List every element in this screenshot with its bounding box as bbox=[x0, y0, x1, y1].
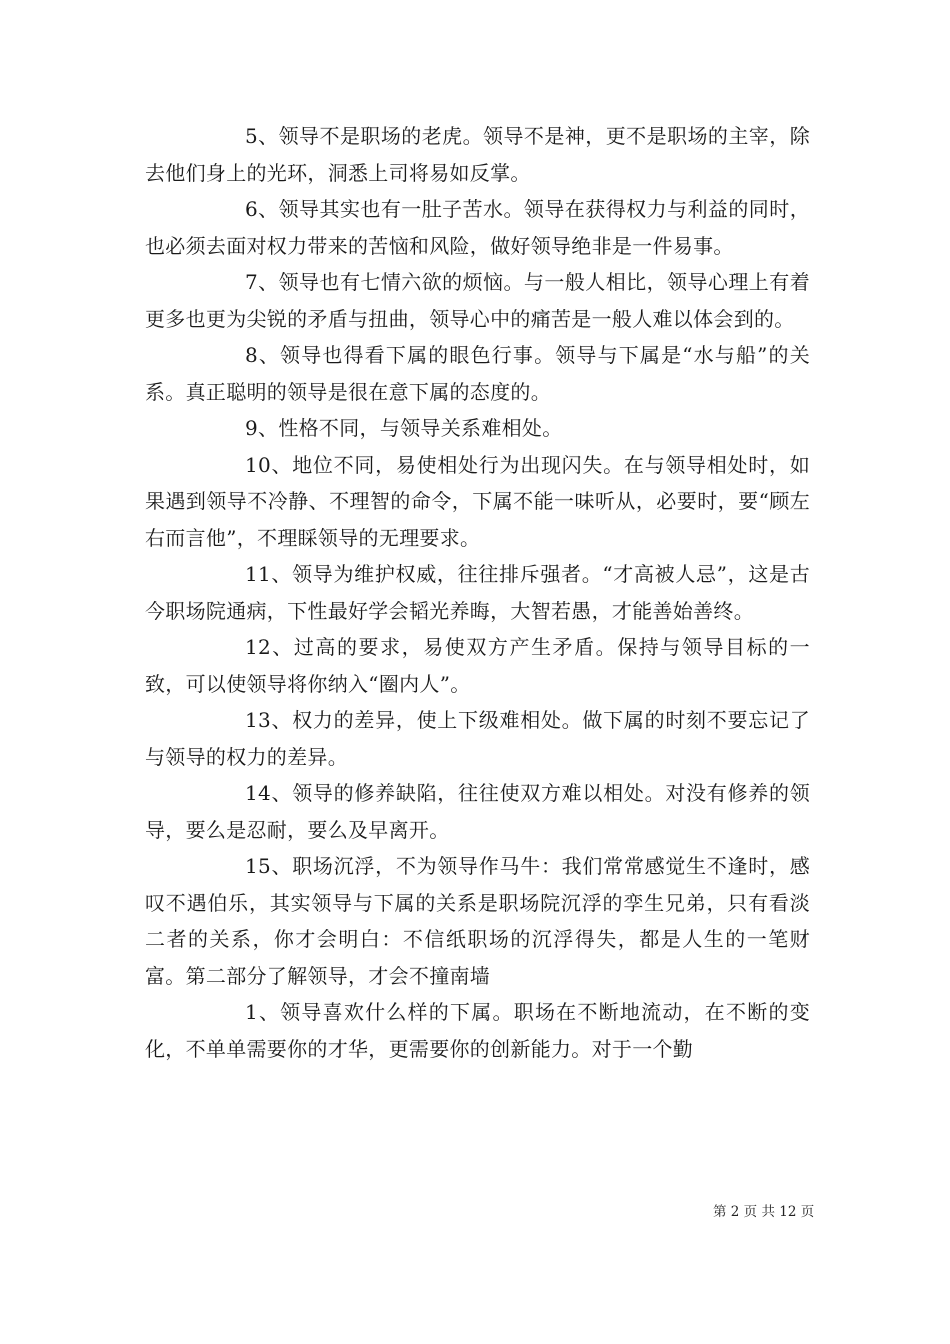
paragraph-part2-1: 1、领导喜欢什么样的下属。职场在不断地流动，在不断的变化，不单单需要你的才华，更需要你的创新能力。对于一个勤 bbox=[145, 1000, 810, 1061]
paragraph-7: 7、领导也有七情六欲的烦恼。与一般人相比，领导心理上有着更多也更为尖锐的矛盾与扭曲，领导心中的痛苦是一般人难以体会到的。 bbox=[145, 270, 810, 331]
paragraph-10: 10、地位不同，易使相处行为出现闪失。在与领导相处时，如果遇到领导不冷静、不理智的命令，下属不能一味听从，必要时，要“顾左右而言他”，不理睬领导的无理要求。 bbox=[145, 452, 810, 550]
paragraph-6: 6、领导其实也有一肚子苦水。领导在获得权力与利益的同时，也必须去面对权力带来的苦恼和风险，做好领导绝非是一件易事。 bbox=[145, 197, 810, 258]
paragraph-15: 15、职场沉浮，不为领导作马牛：我们常常感觉生不逢时，感叹不遇伯乐，其实领导与下属的关系是职场院沉浮的孪生兄弟，只有看淡二者的关系，你才会明白：不信纸职场的沉浮得失，都是人生的一笔财富。第二部分了解领导，才会不撞南墙 bbox=[145, 854, 810, 988]
paragraph-9: 9、性格不同，与领导关系难相处。 bbox=[245, 416, 563, 440]
paragraph-14: 14、领导的修养缺陷，往往使双方难以相处。对没有修养的领导，要么是忍耐，要么及早离开。 bbox=[145, 781, 810, 842]
document-body bbox=[145, 118, 810, 1067]
page-number: 第 2 页 共 12 页 bbox=[713, 1204, 815, 1220]
paragraph-11: 11、领导为维护权威，往往排斥强者。“才高被人忌”，这是古今职场院通病，下性最好学会韬光养晦，大智若愚，才能善始善终。 bbox=[145, 562, 810, 623]
paragraph-12: 12、过高的要求，易使双方产生矛盾。保持与领导目标的一致，可以使领导将你纳入“圈内人”。 bbox=[145, 635, 810, 696]
paragraph-5: 5、领导不是职场的老虎。领导不是神，更不是职场的主宰，除去他们身上的光环，洞悉上司将易如反掌。 bbox=[145, 124, 810, 185]
paragraph-13: 13、权力的差异，使上下级难相处。做下属的时刻不要忘记了与领导的权力的差异。 bbox=[145, 708, 810, 769]
paragraph-8: 8、领导也得看下属的眼色行事。领导与下属是“水与船”的关系。真正聪明的领导是很在意下属的态度的。 bbox=[145, 343, 810, 404]
